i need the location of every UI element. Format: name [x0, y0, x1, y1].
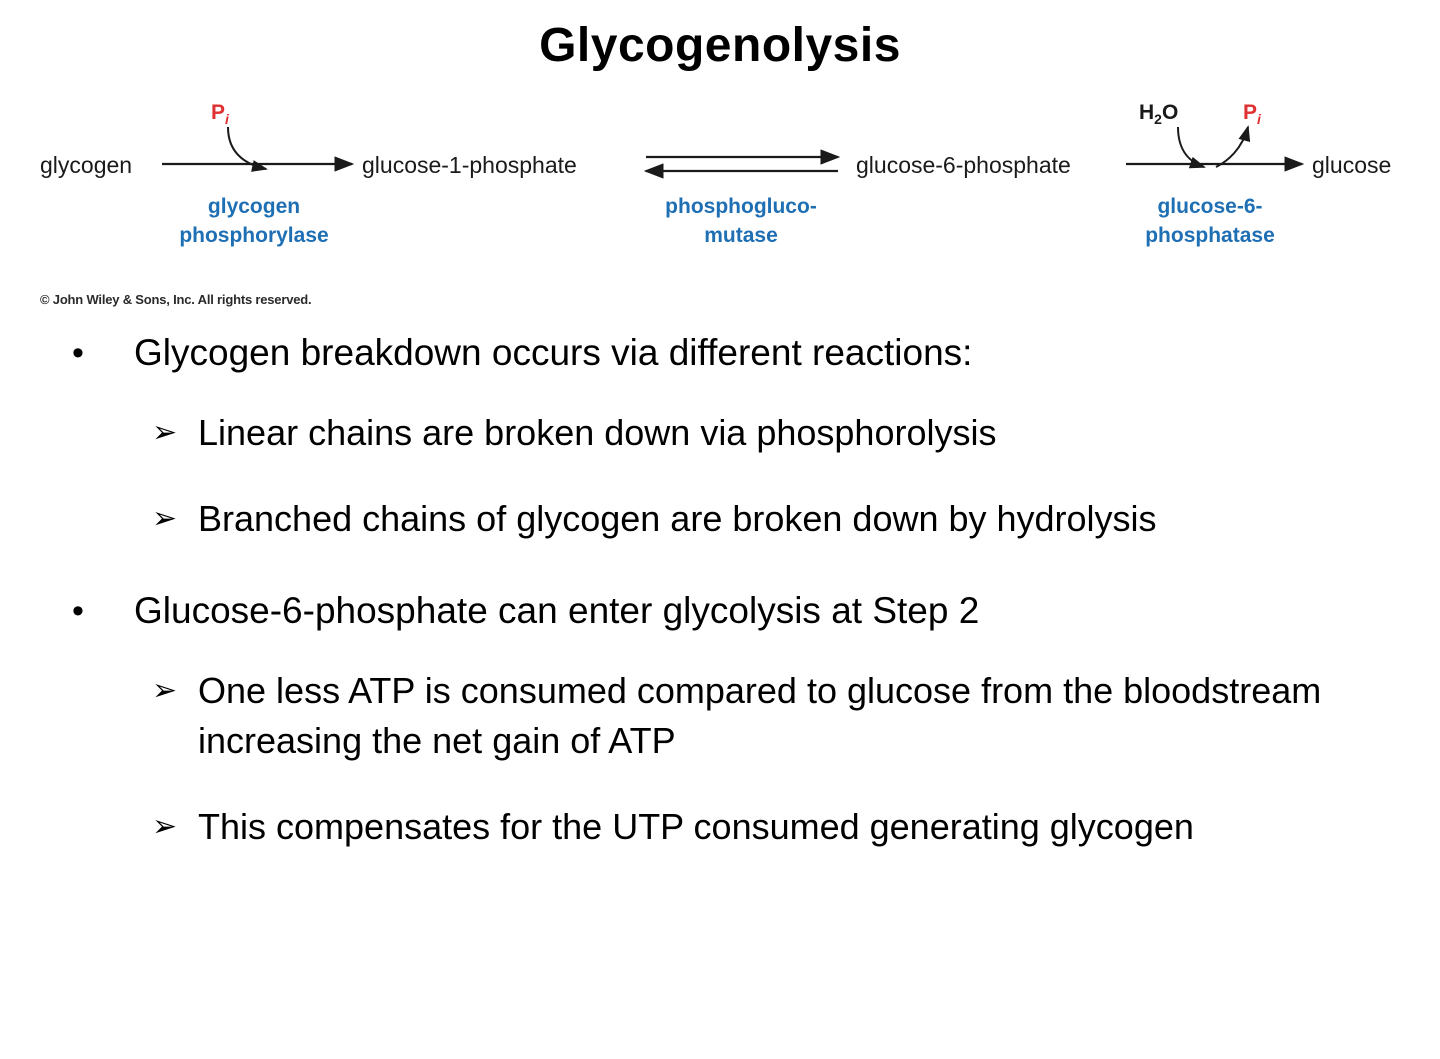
copyright-notice: © John Wiley & Sons, Inc. All rights reserved.: [40, 292, 312, 307]
enzyme-glycogen-phosphorylase-line2: phosphorylase: [179, 223, 329, 247]
metabolite-glucose: glucose: [1312, 151, 1392, 178]
bullet-level2: [0, 408, 1440, 458]
cofactor-water: $H_2O$: [1139, 100, 1179, 127]
bullet-text: This compensates for the UTP consumed generating glycogen: [198, 806, 1194, 847]
page-title: Glycogenolysis: [539, 19, 901, 72]
bullet-text: Branched chains of glycogen are broken down by hydrolysis: [198, 498, 1157, 539]
enzyme-glucose-6-phosphatase-line1: glucose-6-: [1157, 194, 1263, 218]
bullet-marker: ➢: [152, 502, 178, 535]
enzyme-phosphoglucomutase-line2: mutase: [704, 223, 778, 247]
bullet-text: Linear chains are broken down via phosphorolysis: [198, 412, 997, 453]
bullet-level2: [0, 494, 1440, 544]
pathway-diagram: [0, 87, 1440, 287]
bullet-level2: [0, 802, 1440, 852]
enzyme-glucose-6-phosphatase-line2: phosphatase: [1145, 223, 1275, 247]
metabolite-glucose-1-phosphate: glucose-1-phosphate: [362, 151, 577, 178]
enzyme-phosphoglucomutase-line1: phosphogluco-: [665, 194, 817, 218]
metabolite-glycogen: glycogen: [40, 151, 133, 178]
bullet-level1: [0, 330, 1440, 376]
bullet-marker: ➢: [152, 674, 178, 707]
enzyme-glycogen-phosphorylase-line1: glycogen: [207, 194, 301, 218]
bullet-marker: •: [72, 334, 84, 372]
slide-body: [0, 330, 1440, 870]
bullet-marker: ➢: [152, 810, 178, 843]
metabolite-glucose-6-phosphate: glucose-6-phosphate: [856, 151, 1071, 178]
bullet-text: Glucose-6-phosphate can enter glycolysis at Step 2: [134, 590, 980, 631]
bullet-text: One less ATP is consumed compared to glucose from the bloodstream increasing the net gain of ATP: [198, 670, 1322, 761]
bullet-marker: •: [72, 592, 84, 630]
bullet-marker: ➢: [152, 416, 178, 449]
bullet-text: Glycogen breakdown occurs via different reactions:: [134, 332, 973, 373]
bullet-level1: [0, 588, 1440, 634]
cofactor-pi-step1: $P_i$: [211, 100, 229, 127]
cofactor-pi-step3: $P_i$: [1243, 100, 1261, 127]
bullet-level2: [0, 666, 1440, 766]
